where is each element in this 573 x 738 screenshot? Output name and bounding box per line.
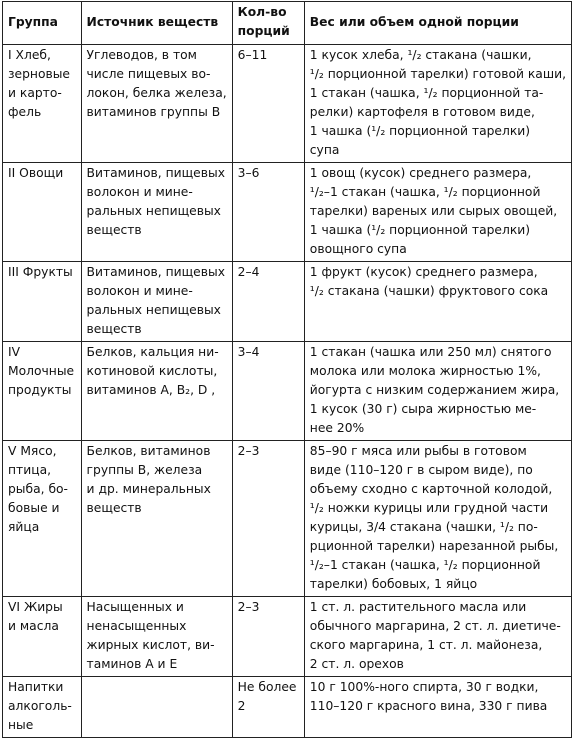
cell-line: курицы, 3/4 стакана (чашки, ¹/₂ по-	[309, 520, 538, 534]
cell-portions	[232, 441, 304, 597]
cell-group	[3, 441, 82, 597]
cell-line: 1 чашка (¹/₂ порционной тарелки)	[309, 223, 531, 237]
cell-line: числе пищевых во-	[86, 67, 211, 81]
cell-line: 1 кусок (30 г) сыра жирностью ме-	[309, 402, 537, 416]
cell-line: таминов А и Е	[86, 657, 178, 671]
cell-line: 1 фрукт (кусок) среднего размера,	[309, 265, 538, 279]
cell-line: 3–6	[237, 166, 260, 180]
cell-source	[81, 163, 232, 262]
cell-line: Молочные	[8, 364, 75, 378]
cell-line: локон, белка железа,	[86, 86, 227, 100]
cell-weight	[304, 163, 571, 262]
header-line: порций	[237, 24, 290, 38]
cell-line: 2–4	[237, 265, 260, 279]
cell-line: 1 овощ (кусок) среднего размера,	[309, 166, 532, 180]
cell-line: VI Жиры	[8, 600, 63, 614]
cell-weight	[304, 262, 571, 342]
cell-source	[81, 342, 232, 441]
cell-source	[81, 262, 232, 342]
cell-line: IV	[8, 345, 21, 359]
cell-line: обычного маргарина, 2 ст. л. диетиче-	[309, 619, 561, 633]
cell-line: Не более	[237, 680, 297, 694]
cell-line: и масла	[8, 619, 59, 633]
cell-group	[3, 677, 82, 738]
cell-line: веществ	[86, 322, 142, 336]
cell-line: релки) картофеля в готовом виде,	[309, 105, 535, 119]
cell-line: птица,	[8, 463, 52, 477]
table-row	[3, 441, 572, 597]
header-line: Кол-во	[237, 5, 287, 19]
table-row	[3, 342, 572, 441]
cell-line: Белков, кальция ни-	[86, 345, 219, 359]
cell-line: ральных непищевых	[86, 303, 221, 317]
cell-line: ¹/₂ порционной тарелки) готовой каши,	[309, 67, 566, 81]
cell-line: яйца	[8, 520, 40, 534]
cell-source	[81, 45, 232, 163]
cell-line: ¹/₂ ножки курицы или грудной части	[309, 501, 549, 515]
cell-line: ненасыщенных	[86, 619, 187, 633]
cell-line: Белков, витаминов	[86, 444, 211, 458]
cell-line: ¹/₂–1 стакан (чашка, ¹/₂ порционной	[309, 558, 541, 572]
cell-weight	[304, 342, 571, 441]
cell-line: 10 г 100%-ного спирта, 30 г водки,	[309, 680, 539, 694]
cell-line: волокон и мине-	[86, 284, 193, 298]
cell-line: Углеводов, в том	[86, 48, 197, 62]
cell-portions	[232, 163, 304, 262]
cell-line: 2 ст. л. орехов	[309, 657, 404, 671]
cell-line: тарелки) вареных или сырых овощей,	[309, 204, 558, 218]
cell-line: группы В, железа	[86, 463, 203, 477]
header-source	[81, 2, 232, 45]
header-line: Источник веществ	[86, 15, 219, 29]
header-group	[3, 2, 82, 45]
table-row	[3, 597, 572, 677]
cell-line: продукты	[8, 383, 72, 397]
cell-portions	[232, 597, 304, 677]
cell-weight	[304, 597, 571, 677]
cell-line: ского маргарина, 1 ст. л. майонеза,	[309, 638, 543, 652]
cell-line: котиновой кислоты,	[86, 364, 218, 378]
cell-portions	[232, 677, 304, 738]
table-header-row	[3, 2, 572, 45]
cell-line: 85–90 г мяса или рыбы в готовом	[309, 444, 527, 458]
table-row	[3, 677, 572, 738]
cell-line: Напитки	[8, 680, 64, 694]
cell-portions	[232, 262, 304, 342]
cell-source	[81, 597, 232, 677]
cell-line: Витаминов, пищевых	[86, 265, 225, 279]
cell-line: V Мясо,	[8, 444, 57, 458]
cell-line: 3–4	[237, 345, 260, 359]
cell-group	[3, 45, 82, 163]
cell-line: зерновые	[8, 67, 70, 81]
cell-group	[3, 163, 82, 262]
cell-line: II Овощи	[8, 166, 64, 180]
cell-line: 6–11	[237, 48, 268, 62]
cell-portions	[232, 342, 304, 441]
cell-line: объему сходно с карточной колодой,	[309, 482, 553, 496]
header-line: Вес или объем одной порции	[309, 15, 519, 29]
cell-line: ные	[8, 718, 34, 732]
nutrition-table	[2, 1, 572, 738]
table-row	[3, 163, 572, 262]
cell-line: витаминов A, B₂, D ,	[86, 383, 216, 397]
cell-line: ¹/₂–1 стакан (чашка, ¹/₂ порционной	[309, 185, 541, 199]
cell-line: рыба, бо-	[8, 482, 68, 496]
cell-source	[81, 677, 232, 738]
cell-line: веществ	[86, 223, 142, 237]
cell-source	[81, 441, 232, 597]
cell-line: 2	[237, 699, 246, 713]
cell-line: 2–3	[237, 600, 260, 614]
cell-line: и карто-	[8, 86, 62, 100]
cell-group	[3, 597, 82, 677]
cell-line: III Фрукты	[8, 265, 73, 279]
cell-line: виде (110–120 г в сыром виде), по	[309, 463, 533, 477]
cell-line: I Хлеб,	[8, 48, 51, 62]
cell-line: Насыщенных и	[86, 600, 184, 614]
cell-line: тарелки) бобовых, 1 яйцо	[309, 577, 478, 591]
cell-line: Витаминов, пищевых	[86, 166, 225, 180]
cell-weight	[304, 677, 571, 738]
header-portions	[232, 2, 304, 45]
cell-line: овощного супа	[309, 242, 407, 256]
cell-line: ральных непищевых	[86, 204, 221, 218]
cell-line: нее 20%	[309, 421, 365, 435]
cell-line: и др. минеральных	[86, 482, 211, 496]
cell-weight	[304, 45, 571, 163]
cell-line: 1 ст. л. растительного масла или	[309, 600, 527, 614]
cell-line: 2–3	[237, 444, 260, 458]
header-weight	[304, 2, 571, 45]
cell-group	[3, 262, 82, 342]
cell-line: 1 стакан (чашка, ¹/₂ порционной та-	[309, 86, 544, 100]
cell-group	[3, 342, 82, 441]
cell-line: 1 кусок хлеба, ¹/₂ стакана (чашки,	[309, 48, 532, 62]
cell-line: жирных кислот, ви-	[86, 638, 215, 652]
cell-weight	[304, 441, 571, 597]
cell-line: йогурта с низким содержанием жира,	[309, 383, 560, 397]
cell-line: алкоголь-	[8, 699, 72, 713]
cell-line: фель	[8, 105, 42, 119]
cell-line: веществ	[86, 501, 142, 515]
table-row	[3, 262, 572, 342]
cell-line: супа	[309, 143, 340, 157]
cell-line: ¹/₂ стакана (чашки) фруктового сока	[309, 284, 549, 298]
table-row	[3, 45, 572, 163]
cell-line: витаминов группы В	[86, 105, 221, 119]
cell-line: молока или молока жирностью 1%,	[309, 364, 541, 378]
cell-line: бовые и	[8, 501, 60, 515]
cell-line: 110–120 г красного вина, 330 г пива	[309, 699, 548, 713]
header-line: Группа	[8, 15, 58, 29]
cell-line: волокон и мине-	[86, 185, 193, 199]
cell-portions	[232, 45, 304, 163]
cell-line: 1 чашка (¹/₂ порционной тарелки)	[309, 124, 531, 138]
cell-line: рционной тарелки) нарезанной рыбы,	[309, 539, 559, 553]
cell-line: 1 стакан (чашка или 250 мл) снятого	[309, 345, 552, 359]
